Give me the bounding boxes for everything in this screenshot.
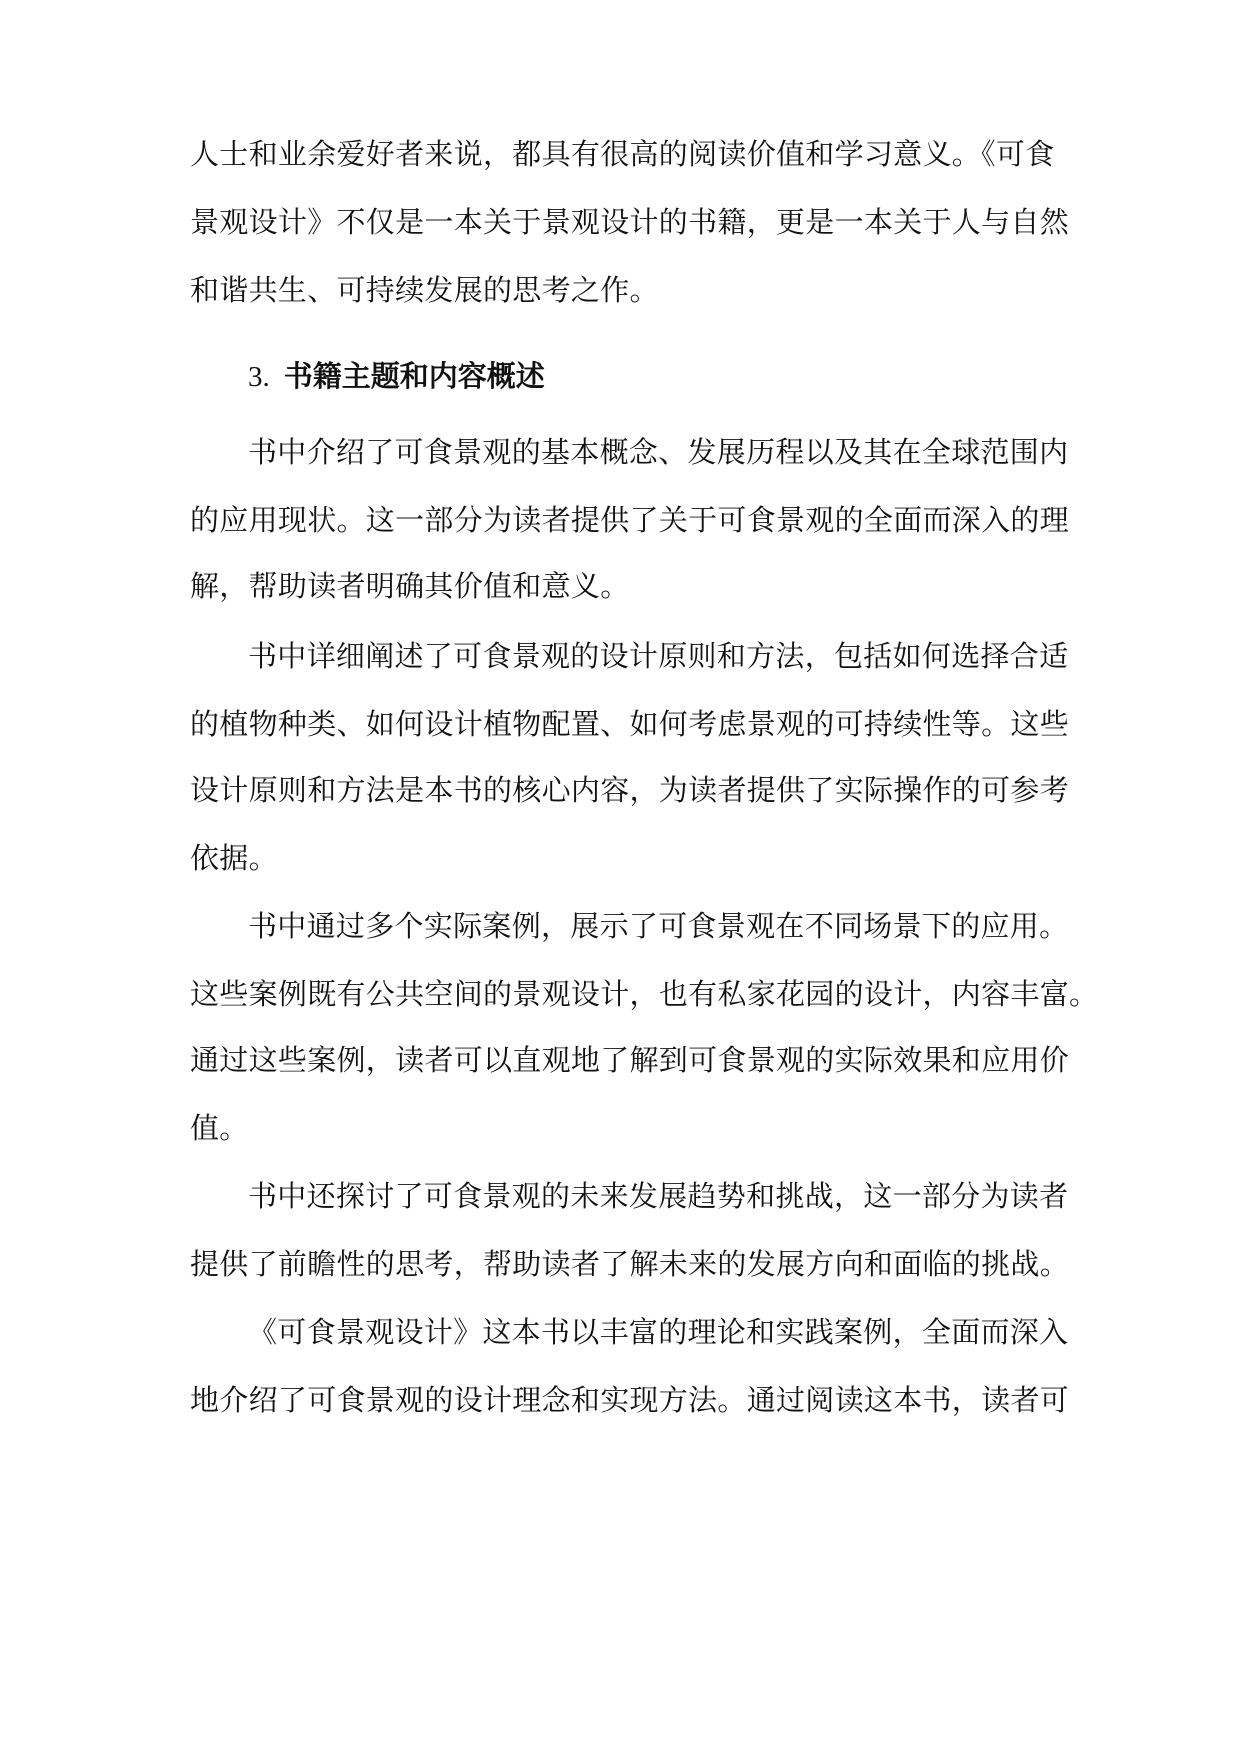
text-line: 值。 [190, 1111, 249, 1145]
text-line: 书中介绍了可食景观的基本概念、发展历程以及其在全球范围内 [248, 435, 1069, 469]
text-line: 解，帮助读者明确其价值和意义。 [190, 569, 630, 603]
text-line: 这些案例既有公共空间的景观设计，也有私家花园的设计，内容丰富。 [190, 977, 1099, 1011]
text-line: 的植物种类、如何设计植物配置、如何考虑景观的可持续性等。这些 [190, 707, 1070, 741]
text-line: 设计原则和方法是本书的核心内容，为读者提供了实际操作的可参考 [190, 773, 1070, 807]
text-line: 书中详细阐述了可食景观的设计原则和方法，包括如何选择合适 [248, 639, 1069, 673]
text-line: 《可食景观设计》这本书以丰富的理论和实践案例，全面而深入 [248, 1315, 1069, 1349]
text-line: 和谐共生、可持续发展的思考之作。 [190, 273, 659, 307]
text-line: 提供了前瞻性的思考，帮助读者了解未来的发展方向和面临的挑战。 [190, 1247, 1070, 1281]
text-line: 地介绍了可食景观的设计理念和实现方法。通过阅读这本书，读者可 [190, 1383, 1070, 1417]
text-line: 的应用现状。这一部分为读者提供了关于可食景观的全面而深入的理 [190, 503, 1070, 537]
section-title: 书籍主题和内容概述 [283, 359, 545, 393]
text-line: 书中通过多个实际案例，展示了可食景观在不同场景下的应用。 [248, 909, 1069, 943]
section-number: 3. [248, 361, 270, 393]
text-line: 人士和业余爱好者来说，都具有很高的阅读价值和学习意义。《可食 [190, 137, 1055, 171]
text-line: 依据。 [190, 841, 278, 875]
text-line: 景观设计》不仅是一本关于景观设计的书籍，更是一本关于人与自然 [190, 205, 1070, 239]
text-line: 书中还探讨了可食景观的未来发展趋势和挑战，这一部分为读者 [248, 1179, 1069, 1213]
text-line: 通过这些案例，读者可以直观地了解到可食景观的实际效果和应用价 [190, 1043, 1070, 1077]
section-heading [248, 356, 545, 397]
